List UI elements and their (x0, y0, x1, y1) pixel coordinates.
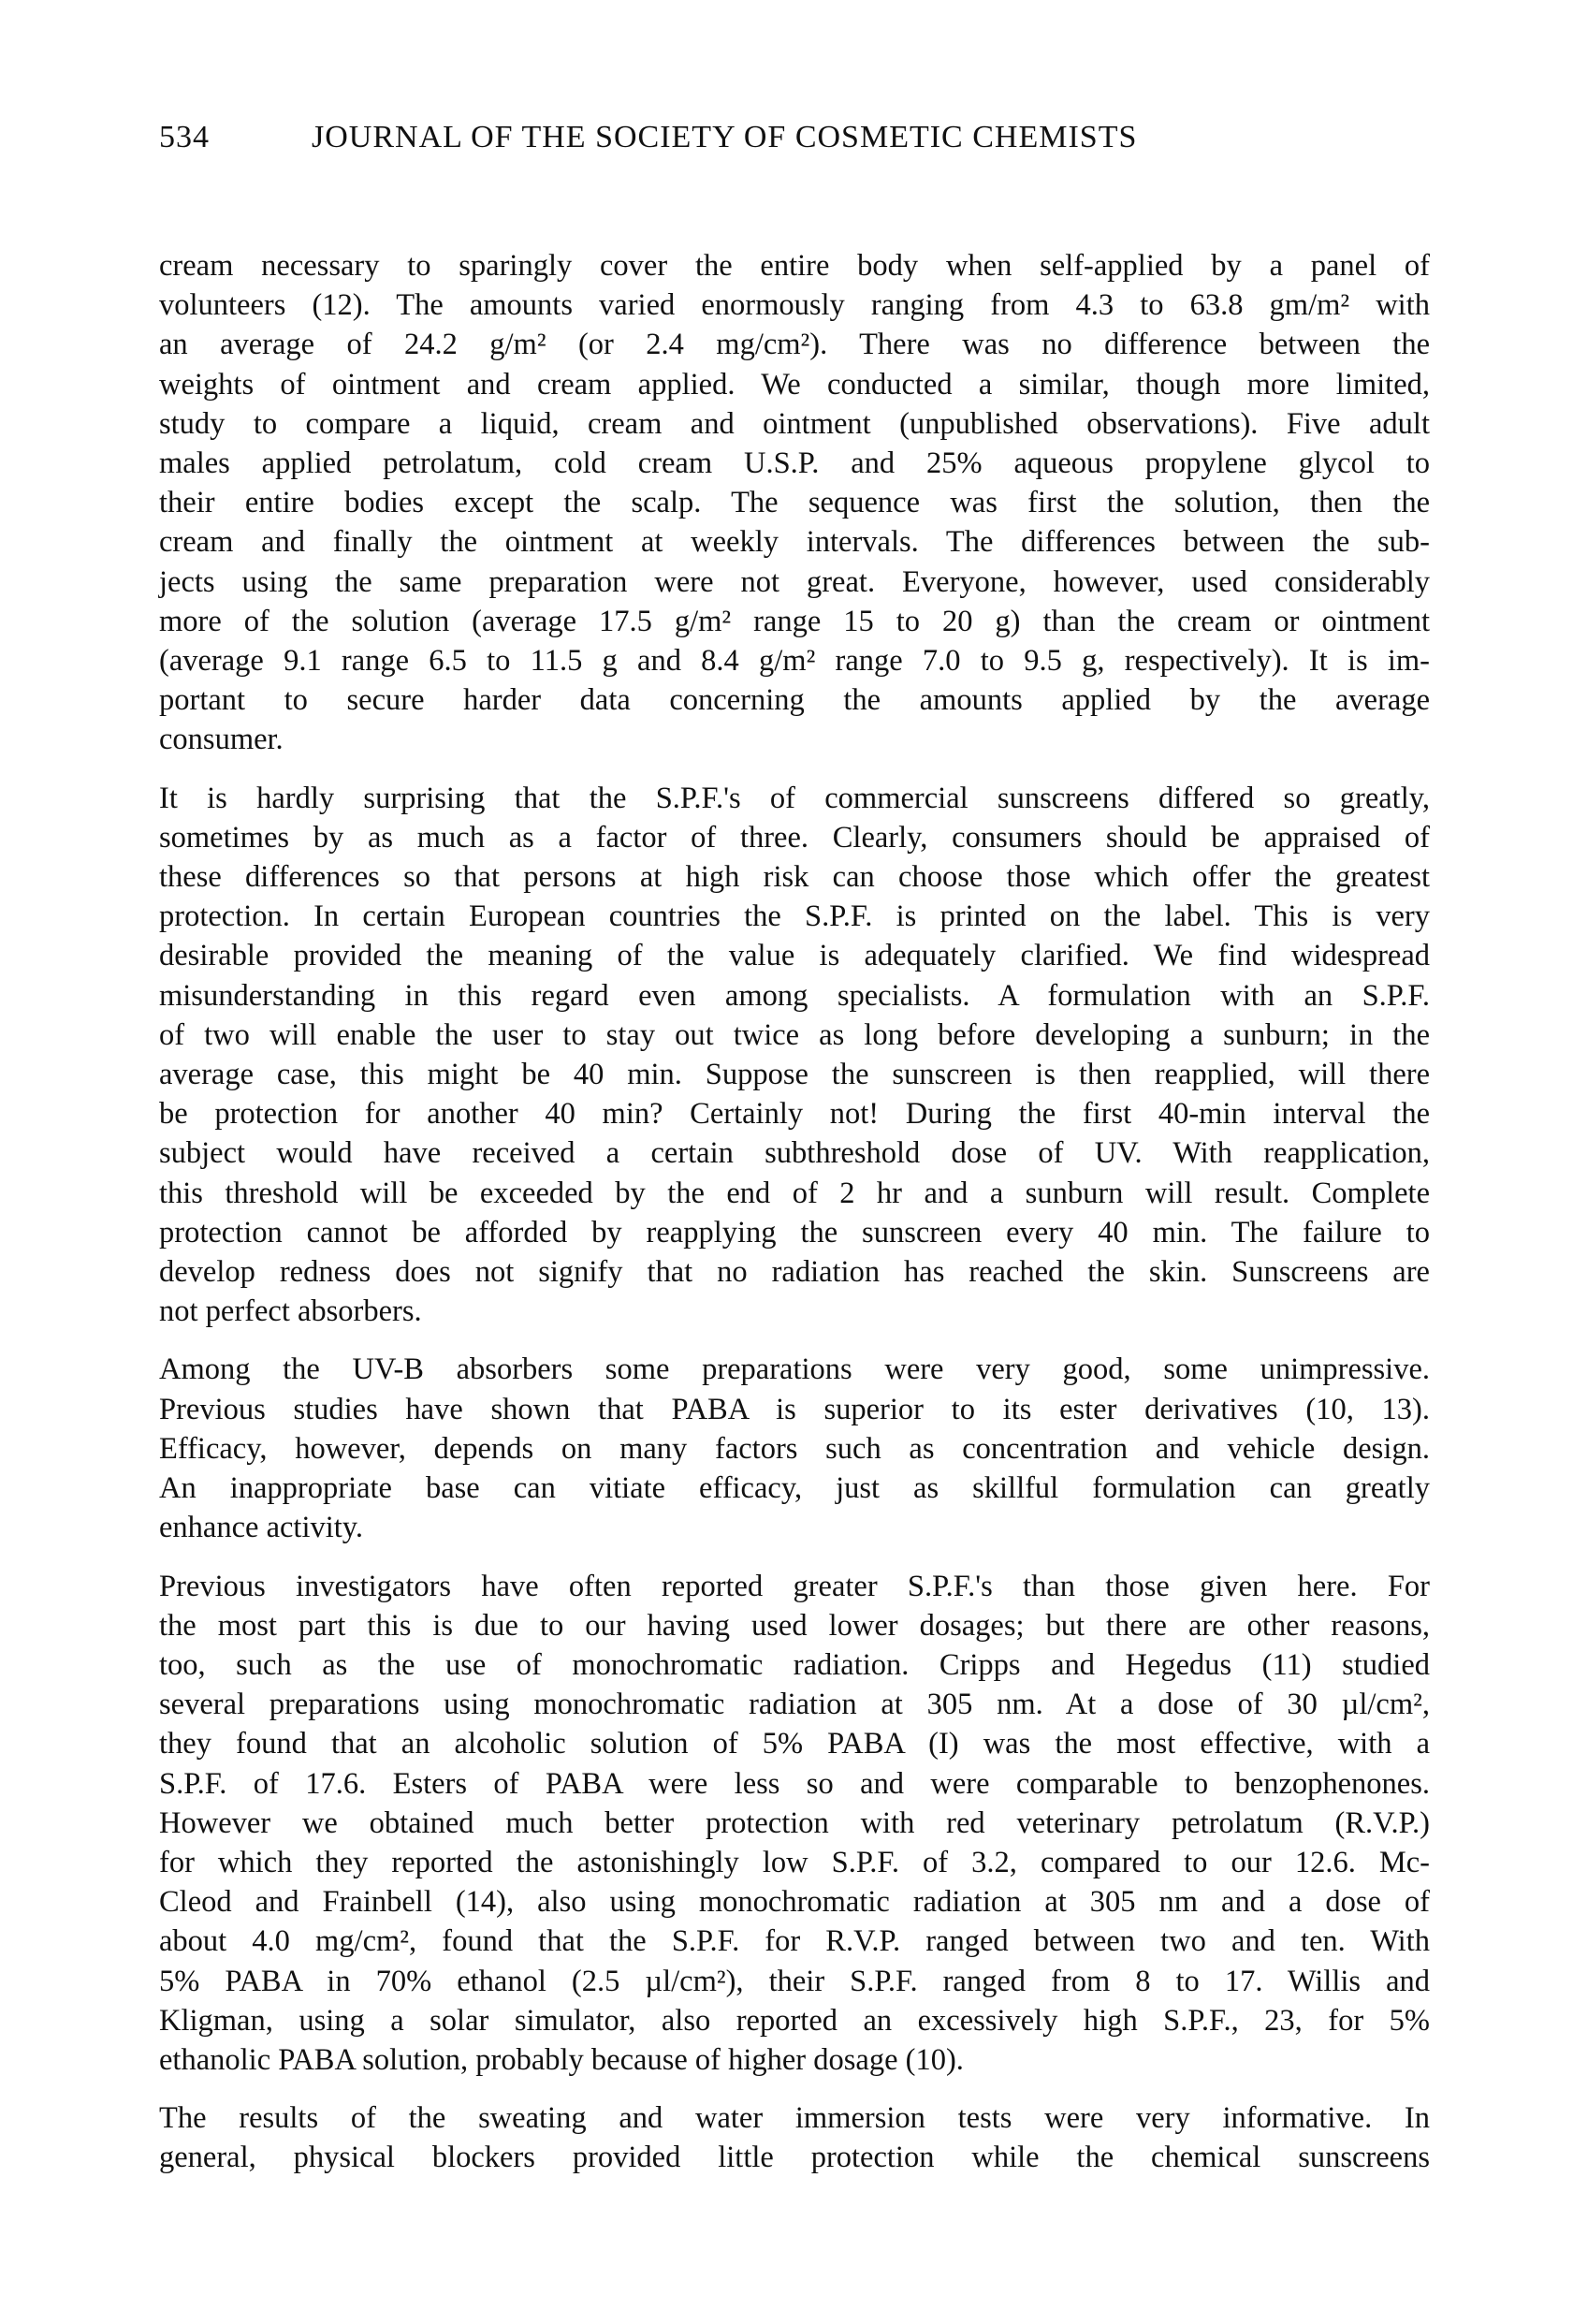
text-line: these differences so that persons at high risk can choose those which offer the greatest (159, 860, 1430, 895)
text-line: an average of 24.2 g/m² (or 2.4 mg/cm²). There was no difference between the (159, 328, 1430, 362)
text-line: An inappropriate base can vitiate efficacy, just as skillful formulation can greatly (159, 1471, 1430, 1506)
text-line: S.P.F. of 17.6. Esters of PABA were less so and were comparable to benzophenones. (159, 1766, 1430, 1801)
text-line: for which they reported the astonishingly low S.P.F. of 3.2, compared to our 12.6. Mc- (159, 1845, 1430, 1879)
paragraph-application-amounts (159, 246, 1430, 760)
text-line: too, such as the use of monochromatic radiation. Cripps and Hegedus (11) studied (159, 1647, 1430, 1682)
journal-title: JOURNAL OF THE SOCIETY OF COSMETIC CHEMISTS (312, 120, 1138, 154)
text-line: sometimes by as much as a factor of three. Clearly, consumers should be appraised of (159, 820, 1430, 855)
text-line: be protection for another 40 min? Certainly not! During the first 40-min interval the (159, 1097, 1430, 1132)
text-line: weights of ointment and cream applied. We conducted a similar, though more limited, (159, 367, 1430, 402)
text-line: Kligman, using a solar simulator, also reported an excessively high S.P.F., 23, for 5% (159, 2003, 1430, 2038)
text-line: this threshold will be exceeded by the end of 2 hr and a sunburn will result. Complete (159, 1176, 1430, 1210)
text-line: Previous investigators have often reported greater S.P.F.'s than those given here. For (159, 1569, 1430, 1603)
text-line: Efficacy, however, depends on many factors such as concentration and vehicle design. (159, 1431, 1430, 1466)
text-line: (average 9.1 range 6.5 to 11.5 g and 8.4 g/m² range 7.0 to 9.5 g, respectively). It is im- (159, 644, 1430, 679)
text-line: portant to secure harder data concerning the amounts applied by the average (159, 683, 1430, 718)
text-line: It is hardly surprising that the S.P.F.'s of commercial sunscreens differed so greatly, (159, 781, 1430, 815)
text-line: males applied petrolatum, cold cream U.S.P. and 25% aqueous propylene glycol to (159, 446, 1430, 481)
text-line: jects using the same preparation were not great. Everyone, however, used considerably (159, 564, 1430, 599)
paragraph-spf-differences (159, 779, 1430, 1332)
text-line: subject would have received a certain subthreshold dose of UV. With reapplication, (159, 1136, 1430, 1171)
text-line: general, physical blockers provided little protection while the chemical sunscreens (159, 2141, 1430, 2175)
text-line: Previous studies have shown that PABA is superior to its ester derivatives (10, 13). (159, 1392, 1430, 1426)
text-line: Cleod and Frainbell (14), also using monochromatic radiation at 305 nm and a dose of (159, 1885, 1430, 1920)
text-line: ethanolic PABA solution, probably because of higher dosage (10). (159, 2042, 964, 2077)
running-head (159, 120, 1430, 167)
text-line: cream and finally the ointment at weekly intervals. The differences between the sub- (159, 525, 1430, 560)
text-line: more of the solution (average 17.5 g/m² range 15 to 20 g) than the cream or ointment (159, 604, 1430, 638)
text-line: develop redness does not signify that no radiation has reached the skin. Sunscreens are (159, 1255, 1430, 1290)
text-line: consumer. (159, 723, 284, 757)
text-line: study to compare a liquid, cream and ointment (unpublished observations). Five adult (159, 406, 1430, 441)
text-line: several preparations using monochromatic radiation at 305 nm. At a dose of 30 µl/cm², (159, 1688, 1430, 1722)
text-line: average case, this might be 40 min. Suppose the sunscreen is then reapplied, will there (159, 1058, 1430, 1092)
text-line: The results of the sweating and water immersion tests were very informative. In (159, 2101, 1430, 2136)
paragraph-sweating-immersion (159, 2098, 1430, 2177)
article-body (159, 246, 1430, 2197)
text-line: about 4.0 mg/cm², found that the S.P.F. for R.V.P. ranged between two and ten. With (159, 1924, 1430, 1959)
text-line: misunderstanding in this regard even among specialists. A formulation with an S.P.F. (159, 978, 1430, 1013)
text-line: protection cannot be afforded by reapplying the sunscreen every 40 min. The failure to (159, 1215, 1430, 1250)
text-line: cream necessary to sparingly cover the entire body when self-applied by a panel of (159, 249, 1430, 283)
text-line: 5% PABA in 70% ethanol (2.5 µl/cm²), their S.P.F. ranged from 8 to 17. Willis and (159, 1964, 1430, 1998)
paragraph-uvb-absorbers (159, 1350, 1430, 1547)
text-line: However we obtained much better protection with red veterinary petrolatum (R.V.P.) (159, 1805, 1430, 1840)
text-line: protection. In certain European countries the S.P.F. is printed on the label. This is very (159, 899, 1430, 934)
text-line: not perfect absorbers. (159, 1294, 422, 1329)
page-number: 534 (159, 120, 210, 154)
text-line: Among the UV-B absorbers some preparations were very good, some unimpressive. (159, 1352, 1430, 1387)
text-line: enhance activity. (159, 1511, 364, 1545)
text-line: desirable provided the meaning of the value is adequately clarified. We find widespread (159, 939, 1430, 973)
text-line: the most part this is due to our having used lower dosages; but there are other reasons, (159, 1608, 1430, 1643)
text-line: volunteers (12). The amounts varied enormously ranging from 4.3 to 63.8 gm/m² with (159, 288, 1430, 323)
text-line: their entire bodies except the scalp. The sequence was first the solution, then the (159, 486, 1430, 520)
paragraph-previous-investigators (159, 1567, 1430, 2081)
text-line: they found that an alcoholic solution of 5% PABA (I) was the most effective, with a (159, 1727, 1430, 1761)
text-line: of two will enable the user to stay out twice as long before developing a sunburn; in the (159, 1017, 1430, 1052)
